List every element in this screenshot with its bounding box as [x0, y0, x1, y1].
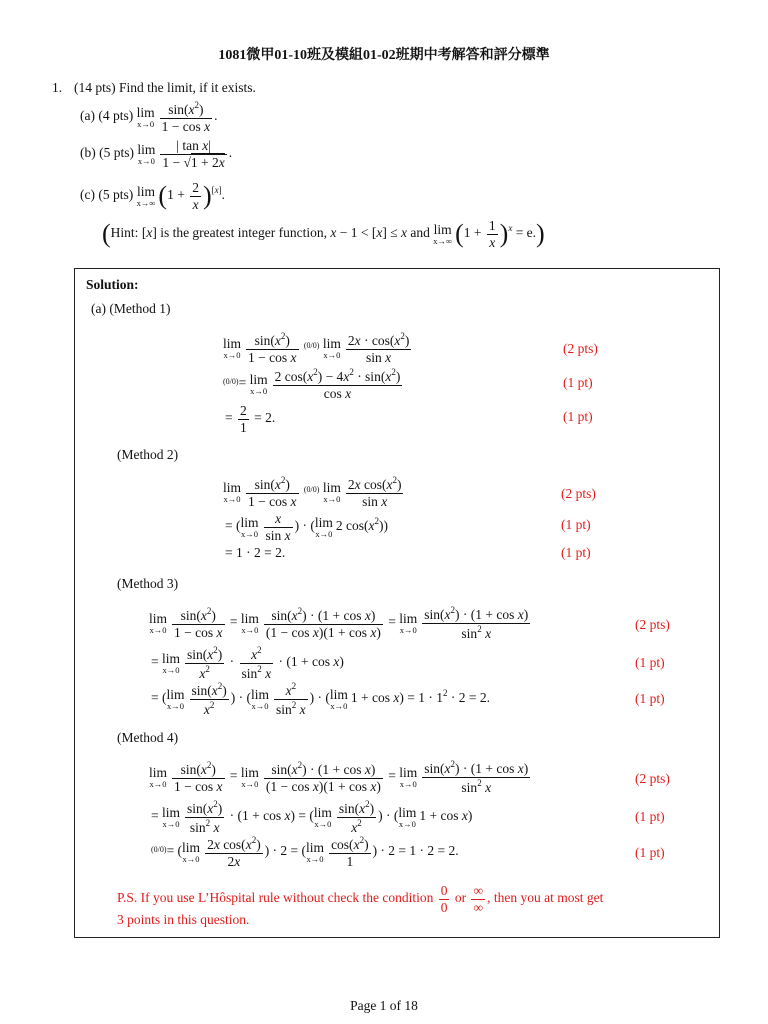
part-b-statement: (b) (5 pts) lim x→0 $\frac{\text{| tan x|}}{1 - √1 + 2x}$ .: [80, 138, 233, 170]
problem-intro: (14 pts) Find the limit, if it exists.: [74, 80, 256, 95]
method3-label: (Method 3): [117, 576, 179, 591]
m3-step2: = lim x→0 $\frac{\sin(x^2)}{x^2}$ · $\frac{x^2}{\sin^2 x}$ · (1 + cos x): [151, 645, 344, 681]
m3-points-1: (2 pts): [635, 617, 670, 632]
part-a-statement: (a) (4 pts) lim x→0 $\frac{\sin(x^2)}{\text{1 − cos x}}$ .: [80, 100, 218, 134]
m2-step3: = 1 · 2 = 2.: [225, 545, 286, 560]
solution-heading: Solution:: [86, 277, 139, 292]
m4-points-3: (1 pt): [635, 845, 665, 860]
part-c-statement: (c) (5 pts) lim x→∞ (1 + $\frac{2}{x}$ )[x].: [80, 180, 226, 212]
m2-step1: lim x→0 $\frac{\sin(x^2)}{\text{1 − cos x}}$ (0/0) lim x→0 $\frac{2x \cos(x^2)}{\text{sin x}}$: [223, 475, 402, 509]
m4-step3: (0/0)= (lim x→0 $\frac{2x \cos(x^2)}{2x}$ ) · 2 = (lim x→0 $\frac{\cos(x^2)}{1}$ ) · 2 = 1 · 2 = 2.: [151, 835, 459, 869]
ps-or: or: [454, 890, 467, 906]
m4-step2: = lim x→0 $\frac{\sin(x^2)}{\sin^2 x}$ · (1 + cos x) = (lim x→0 $\frac{\sin(x^2)}{x^2}$ ) · (lim x→0 1 + cos x): [151, 799, 473, 835]
m4-points-1: (2 pts): [635, 771, 670, 786]
m2-step2: = (lim x→0 $\frac{x}{\text{sin x}}$ ) · (lim x→0 2 $\cos(x^2)$): [225, 511, 389, 543]
m4-step1: lim x→0 $\frac{\sin(x^2)}{\text{1 − cos x}}$ = lim x→0 $\frac{\sin(x^2) \cdot (1 + \cos x)}{\text{(1 − cos x)(1 + cos x)}}$ = lim x→0 $\frac{\sin(x^2) \cdot (1 + \cos x)}{\sin^2 x}$: [149, 759, 529, 795]
solution-box: [74, 268, 720, 938]
part-a-label: (a) (4 pts): [80, 108, 134, 124]
m1-points-3: (1 pt): [563, 409, 593, 424]
m1-points-2: (1 pt): [563, 375, 593, 390]
hint-line: (Hint: [x] is the greatest integer function, x − 1 < [x] ≤ x and lim x→∞ (1 + $\frac{1}{x}$ )$^x$ = e.): [102, 218, 545, 250]
ps-tail: , then you at most get: [487, 890, 604, 906]
m3-step1: lim x→0 $\frac{\sin(x^2)}{\text{1 − cos x}}$ = lim x→0 $\frac{\sin(x^2) \cdot (1 + \cos x)}{\text{(1 − cos x)(1 + cos x)}}$ = lim x→0 $\frac{\sin(x^2) \cdot (1 + \cos x)}{\sin^2 x}$: [149, 605, 529, 641]
hint-prefix: Hint:: [110, 225, 139, 241]
problem-number: 1.: [52, 80, 63, 95]
m2-points-1: (2 pts): [561, 486, 596, 501]
hint-eq: = e.: [515, 225, 537, 241]
m3-points-3: (1 pt): [635, 691, 665, 706]
m2-points-3: (1 pt): [561, 545, 591, 560]
ps-note-line1: P.S. If you use L’Hôspital rule without check the condition $\frac{0}{0}$ or $\frac{\infty}{\infty}$ , then you at most get: [117, 883, 604, 915]
method4-label: (Method 4): [117, 730, 179, 745]
method1-label: (a) (Method 1): [91, 301, 171, 316]
m3-points-2: (1 pt): [635, 655, 665, 670]
m3-step3: = (lim x→0 $\frac{\sin(x^2)}{x^2}$ ) · (lim x→0 $\frac{x^2}{\sin^2 x}$ ) · (lim x→0 $1 + \cos x) = 1 \cdot 1^2 \cdot 2 = 2$.: [151, 681, 490, 717]
hint-text: is the greatest integer function,: [160, 225, 328, 241]
page-title: 1081微甲01-10班及模組01-02班期中考解答和評分標準: [218, 48, 550, 63]
ps-text: P.S. If you use L’Hôspital rule without check the condition: [117, 890, 434, 906]
m1-step2: (0/0)= lim x→0 $\frac{2 \cos(x^2) - 4x^2 \cdot \sin(x^2)}{\text{cos x}}$: [223, 367, 401, 401]
m1-points-1: (2 pts): [563, 341, 598, 356]
m2-points-2: (1 pt): [561, 517, 591, 532]
method2-label: (Method 2): [117, 447, 179, 462]
page-footer: Page 1 of 18: [350, 998, 418, 1013]
part-c-label: (c) (5 pts): [80, 187, 134, 203]
m4-points-2: (1 pt): [635, 809, 665, 824]
ps-note-line2: 3 points in this question.: [117, 912, 250, 927]
hint-and: and: [410, 225, 430, 241]
m1-step3: = $\frac{2}{1}$ = 2.: [225, 403, 276, 435]
m1-step1: lim x→0 $\frac{\sin(x^2)}{\text{1 − cos x}}$ (0/0) lim x→0 $\frac{2x \cdot \cos(x^2)}{\text{sin x}}$: [223, 331, 410, 365]
part-b-label: (b) (5 pts): [80, 145, 134, 161]
